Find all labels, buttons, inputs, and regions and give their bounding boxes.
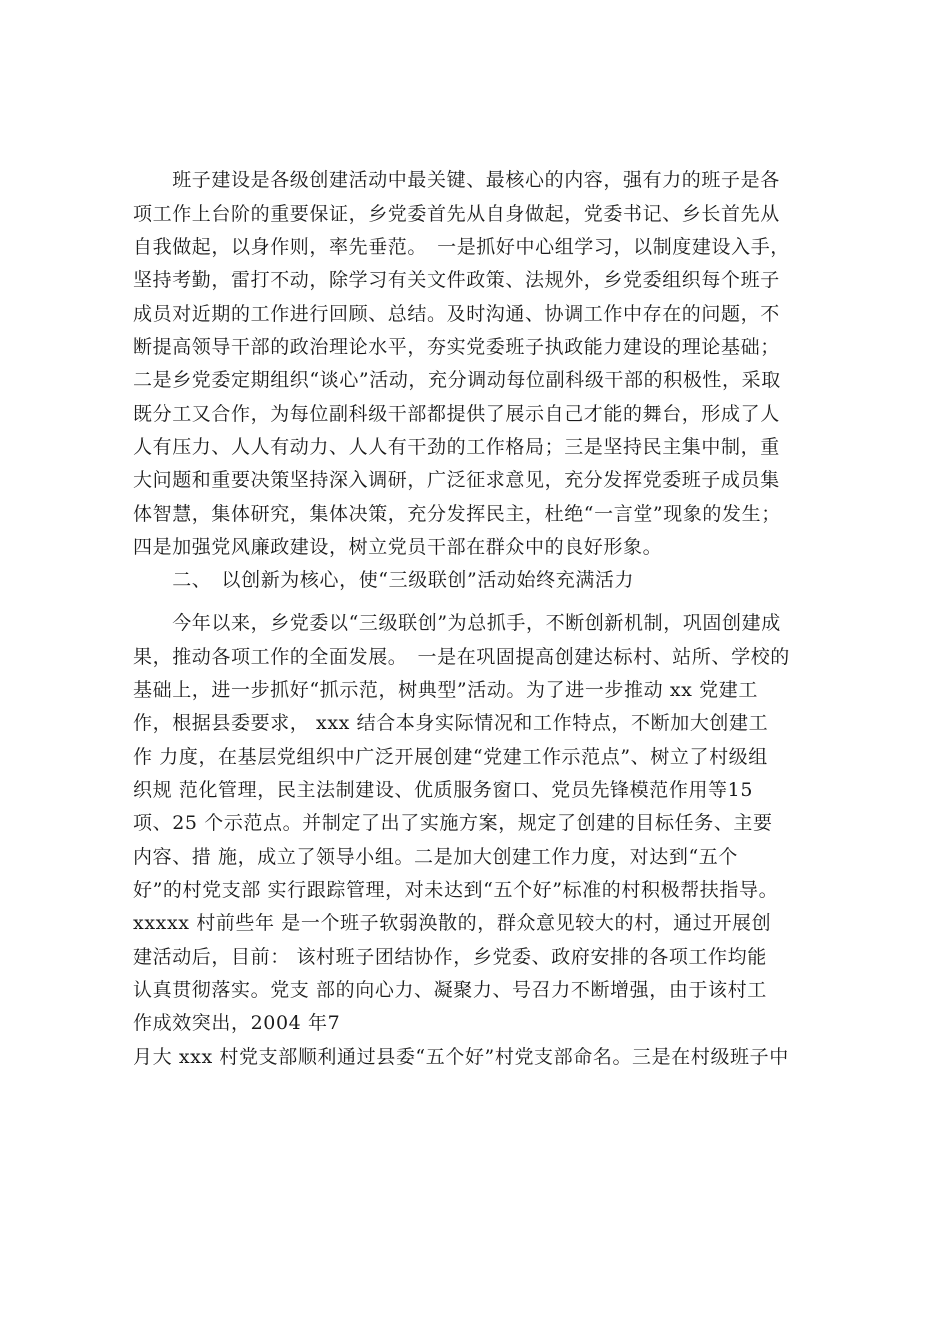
section-heading: 二、 以创新为核心，使“三级联创”活动始终充满活力 — [133, 569, 635, 591]
text-line: 班子建设是各级创建活动中最关键、最核心的内容，强有力的班子是各 — [133, 169, 780, 191]
text-line: 织规 范化管理，民主法制建设、优质服务窗口、党员先锋模范作用等15 — [133, 779, 754, 801]
text-line: 成员对近期的工作进行回顾、总结。及时沟通、协调工作中存在的问题，不 — [133, 303, 780, 325]
text-line: 月大 xxx 村党支部顺利通过县委“五个好”村党支部命名。三是在村级班子中 — [133, 1046, 789, 1068]
text-line: 体智慧，集体研究，集体决策，充分发挥民主，杜绝“一言堂”现象的发生； — [133, 503, 781, 525]
text-line: xxxxx 村前些年 是一个班子软弱涣散的，群众意见较大的村，通过开展创 — [133, 912, 772, 934]
text-line: 大问题和重要决策坚持深入调研，广泛征求意见，充分发挥党委班子成员集 — [133, 469, 780, 491]
text-line: 项、25 个示范点。并制定了出了实施方案，规定了创建的目标任务、主要 — [133, 812, 773, 834]
text-line: 项工作上台阶的重要保证，乡党委首先从自身做起，党委书记、乡长首先从 — [133, 203, 780, 225]
text-line: 既分工又合作，为每位副科级干部都提供了展示自己才能的舞台，形成了人 — [133, 403, 780, 425]
text-line: 自我做起，以身作则，率先垂范。 一是抓好中心组学习，以制度建设入手， — [133, 236, 790, 258]
text-line: 作 力度，在基层党组织中广泛开展创建“党建工作示范点”、树立了村级组 — [133, 746, 768, 768]
text-line: 基础上，进一步抓好“抓示范，树典型”活动。为了进一步推动 xx 党建工 — [133, 679, 758, 701]
text-line: 建活动后，目前： 该村班子团结协作，乡党委、政府安排的各项工作均能 — [133, 946, 767, 968]
text-line: 作，根据县委要求， xxx 结合本身实际情况和工作特点，不断加大创建工 — [133, 712, 769, 734]
text-line: 人有压力、人人有动力、人人有干劲的工作格局；三是坚持民主集中制，重 — [133, 436, 780, 458]
text-line: 今年以来，乡党委以“三级联创”为总抓手，不断创新机制，巩固创建成 — [133, 612, 781, 634]
text-line: 坚持考勤，雷打不动，除学习有关文件政策、法规外，乡党委组织每个班子 — [133, 269, 780, 291]
text-line: 认真贯彻落实。党支 部的向心力、凝聚力、号召力不断增强，由于该村工 — [133, 979, 767, 1001]
text-line: 四是加强党风廉政建设，树立党员干部在群众中的良好形象。 — [133, 536, 663, 558]
text-line: 断提高领导干部的政治理论水平，夯实党委班子执政能力建设的理论基础； — [133, 336, 780, 358]
text-line: 好”的村党支部 实行跟踪管理，对未达到“五个好”标准的村积极帮扶指导。 — [133, 879, 779, 901]
text-line: 果，推动各项工作的全面发展。 一是在巩固提高创建达标村、站所、学校的 — [133, 646, 790, 668]
text-line: 作成效突出，2004 年7 — [133, 1012, 341, 1034]
text-line: 内容、措 施，成立了领导小组。二是加大创建工作力度，对达到“五个 — [133, 846, 738, 868]
text-line: 二是乡党委定期组织“谈心”活动，充分调动每位副科级干部的积极性，采取 — [133, 369, 781, 391]
